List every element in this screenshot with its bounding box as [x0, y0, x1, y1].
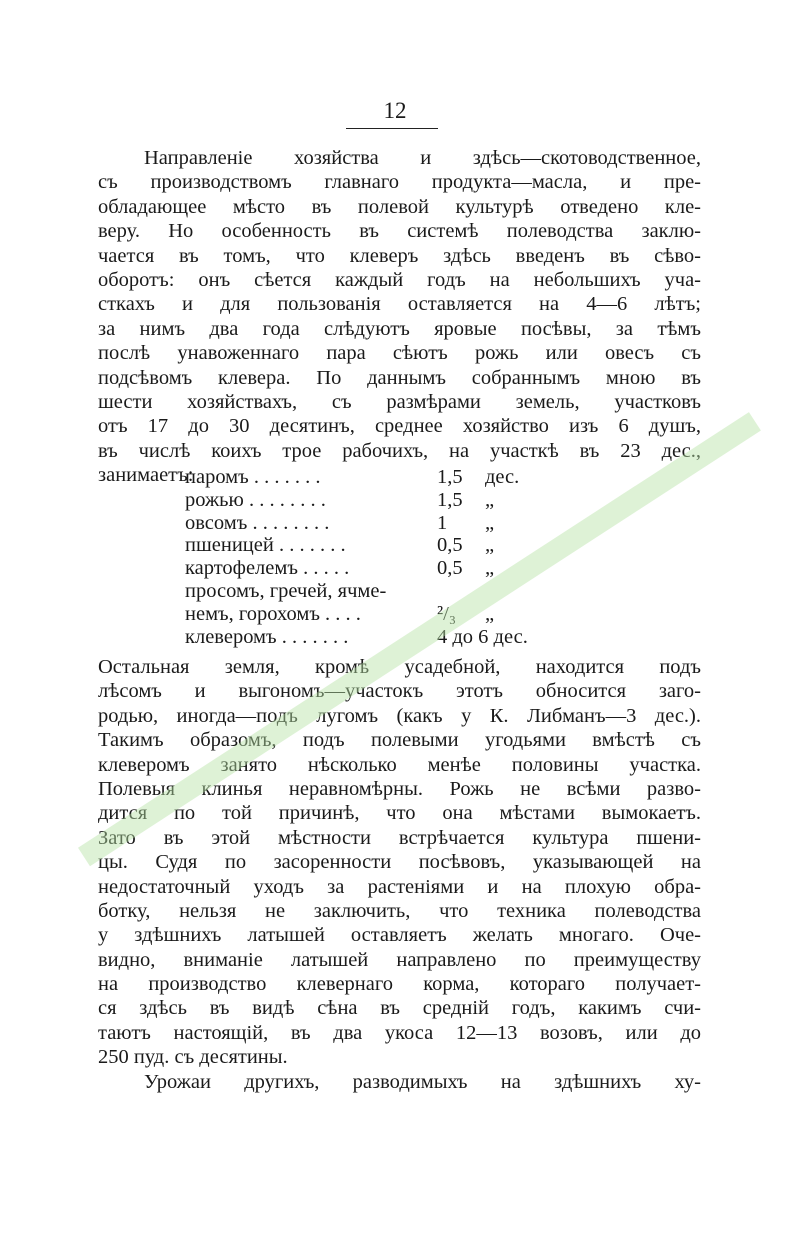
text-line: Урожаи другихъ, разводимыхъ на здѣшнихъ ху-: [144, 1071, 701, 1093]
text-line: отъ 17 до 30 десятинъ, среднее хозяйство изъ 6 душъ,: [98, 415, 701, 438]
page-number-rule: [346, 128, 438, 129]
text-line: цы. Судя по засоренности посѣвовъ, указывающей на: [98, 851, 701, 874]
text-line: Зато въ этой мѣстности встрѣчается культура пшени-: [98, 826, 701, 849]
text-line: съ производствомъ главнаго продукта—масла, и пре-: [98, 171, 701, 194]
text-line: клеверомъ занято нѣсколько менѣе половины участка.: [98, 753, 701, 776]
text-line: въ числѣ коихъ трое рабочихъ, на участкѣ въ 23 дес.,: [98, 439, 701, 462]
text-line: лѣсомъ и выгономъ—участокъ этотъ обносится заго-: [98, 680, 701, 703]
table-label: просомъ, гречей, ячме-: [185, 579, 387, 602]
table-label: немъ, горохомъ . . . .: [185, 602, 361, 625]
table-row: [185, 557, 525, 580]
text-line: Такимъ образомъ, подъ полевыми угодьями вмѣстѣ съ: [98, 729, 701, 752]
table-unit: „: [485, 534, 495, 557]
text-line: на производство клевернаго корма, котораго получает-: [98, 973, 701, 996]
text-line: Полевыя клинья неравномѣрны. Рожь не всѣми разво-: [98, 777, 701, 800]
table-label: картофелемъ . . . . .: [185, 557, 350, 580]
text-line: за нимъ два года слѣдуютъ яровые посѣвы, за тѣмъ: [98, 317, 701, 340]
paragraph-3: [98, 1070, 701, 1094]
paragraph-1: [98, 146, 701, 487]
table-row: [185, 580, 525, 603]
table-value: ²/₃: [437, 602, 456, 625]
table-value: 0,5: [437, 557, 463, 580]
table-row: [185, 534, 525, 557]
text-line: чается въ томъ, что клеверъ здѣсь введенъ въ сѣво-: [98, 244, 701, 267]
table-value: 0,5: [437, 534, 463, 557]
text-line: у здѣшнихъ латышей оставляетъ желать многаго. Оче-: [98, 924, 701, 947]
land-use-table: [185, 466, 528, 648]
text-line: веру. Но особенность въ системѣ полеводства заклю-: [98, 220, 701, 243]
table-row: [185, 512, 525, 535]
table-value: 1: [437, 511, 448, 534]
page-number: 12: [383, 98, 407, 123]
table-row: [185, 466, 525, 489]
text-line: подсѣвомъ клевера. По даннымъ собраннымъ мною въ: [98, 366, 701, 389]
text-line: послѣ унавоженнаго пара сѣютъ рожь или овесъ съ: [98, 342, 701, 365]
text-line: таютъ настоящій, въ два укоса 12—13 возовъ, или до: [98, 1021, 701, 1044]
table-row: [185, 625, 528, 649]
text-line: недостаточный уходъ за растеніями и на плохую обра-: [98, 875, 701, 898]
table-value: 1,5: [437, 488, 463, 511]
table-label: рожью . . . . . . . .: [185, 488, 326, 511]
table-unit: „: [485, 488, 495, 511]
table-label: клеверомъ . . . . . . .: [185, 625, 349, 648]
text-line: шести хозяйствахъ, съ размѣрами земель, участковъ: [98, 390, 701, 413]
table-unit: „: [485, 602, 495, 625]
text-line: Остальная земля, кромѣ усадебной, находится подъ: [98, 656, 701, 678]
text-line: 250 пуд. съ десятины.: [98, 1046, 288, 1069]
text-line: видно, вниманіе латышей направлено по преимуществу: [98, 948, 701, 971]
table-row: [185, 489, 525, 512]
text-line: Направленіе хозяйства и здѣсь—скотоводственное,: [144, 147, 701, 169]
table-unit: дес.: [485, 466, 520, 488]
text-line: ся здѣсь въ видѣ сѣна въ средній годъ, какимъ счи-: [98, 997, 701, 1020]
table-unit: „: [485, 511, 495, 534]
paragraph-2: [98, 655, 701, 1070]
text-line: обладающее мѣсто въ полевой культурѣ отведено кле-: [98, 195, 701, 218]
text-line: оборотъ: онъ сѣется каждый годъ на небольшихъ уча-: [98, 268, 701, 291]
text-line: дится по той причинѣ, что она мѣстами вымокаетъ.: [98, 802, 701, 825]
table-unit: „: [485, 557, 495, 580]
table-label: овсомъ . . . . . . . .: [185, 511, 330, 534]
table-row: [185, 603, 525, 626]
table-value: 4 до 6 дес.: [437, 625, 528, 648]
table-label: пшеницей . . . . . . .: [185, 534, 346, 557]
text-line: ботку, нельзя не заключить, что техника полеводства: [98, 899, 701, 922]
text-line: родью, иногда—подъ лугомъ (какъ у К. Либманъ—3 дес.).: [98, 704, 701, 727]
text-line: сткахъ и для пользованія оставляется на 4—6 лѣтъ;: [98, 293, 701, 316]
table-value: 1,5: [437, 466, 463, 488]
text-line: занимаетъ:: [98, 464, 194, 487]
table-label: паромъ . . . . . . .: [185, 466, 321, 488]
